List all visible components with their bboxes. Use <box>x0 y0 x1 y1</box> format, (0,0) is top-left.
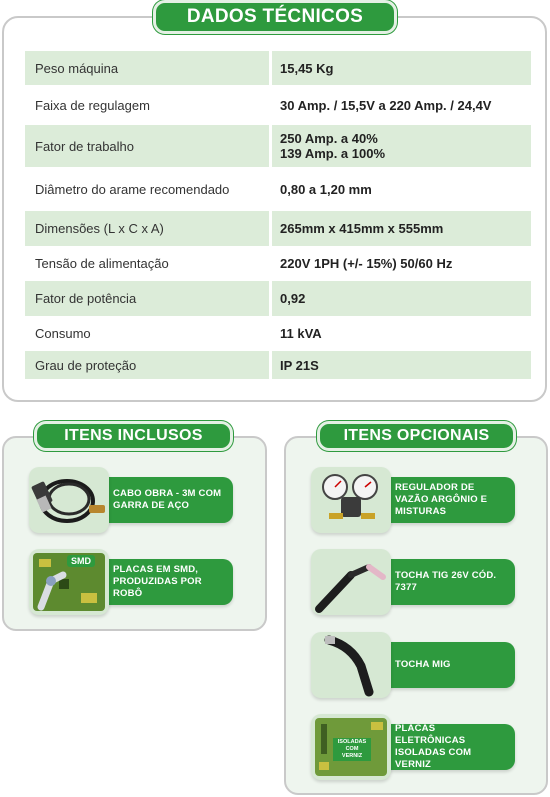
varnish-badge: ISOLADAS COM VERNIZ <box>333 738 371 761</box>
spec-row-grau-protecao <box>25 351 531 379</box>
spec-value: 250 Amp. a 40% <box>280 131 378 146</box>
included-items-title: ITENS INCLUSOS <box>34 421 233 451</box>
spec-label: Fator de potência <box>35 291 137 306</box>
included-item-label: CABO OBRA - 3M COM GARRA DE AÇO <box>105 477 233 523</box>
included-item-label: PLACAS EM SMD, PRODUZIDAS POR ROBÔ <box>105 559 233 605</box>
spec-value: 30 Amp. / 15,5V a 220 Amp. / 24,4V <box>280 97 492 113</box>
spec-row-peso <box>25 51 531 85</box>
spec-label: Peso máquina <box>35 60 119 76</box>
gas-regulator-icon <box>311 467 391 533</box>
optional-item <box>311 714 515 780</box>
spec-value-secondary: 139 Amp. a 100% <box>280 146 386 161</box>
optional-item <box>311 632 515 698</box>
included-item <box>29 467 233 533</box>
spec-row-dimensoes <box>25 211 531 246</box>
spec-row-fator-trabalho <box>25 125 531 167</box>
ground-clamp-cable-icon <box>29 467 109 533</box>
specs-table <box>25 51 531 379</box>
spec-value: IP 21S <box>280 357 319 373</box>
spec-value: 15,45 Kg <box>280 60 334 76</box>
optional-items-title: ITENS OPCIONAIS <box>317 421 516 451</box>
spec-value: 11 kVA <box>280 326 322 341</box>
spec-row-diametro <box>25 167 531 211</box>
spec-row-consumo <box>25 316 531 351</box>
smd-badge: SMD <box>67 555 95 567</box>
optional-item-label: PLACAS ELETRÔNICAS ISOLADAS COM VERNIZ <box>387 724 515 770</box>
spec-label: Dimensões (L x C x A) <box>35 221 164 236</box>
spec-row-tensao <box>25 246 531 281</box>
optional-item-label: TOCHA MIG <box>387 642 515 688</box>
spec-value: 265mm x 415mm x 555mm <box>280 221 444 236</box>
spec-row-fator-potencia <box>25 281 531 316</box>
spec-value: 0,80 a 1,20 mm <box>280 181 372 197</box>
specs-title: DADOS TÉCNICOS <box>153 0 397 34</box>
spec-label: Consumo <box>35 326 91 341</box>
included-item <box>29 549 233 615</box>
spec-row-faixa <box>25 85 531 125</box>
spec-label: Grau de proteção <box>35 357 137 373</box>
mig-torch-icon <box>311 632 391 698</box>
optional-item <box>311 549 515 615</box>
smd-board-robot-icon <box>29 549 109 615</box>
spec-value: 220V 1PH (+/- 15%) 50/60 Hz <box>280 256 453 271</box>
optional-item-label: REGULADOR DE VAZÃO ARGÔNIO E MISTURAS <box>387 477 515 523</box>
varnished-board-icon <box>311 714 391 780</box>
optional-item <box>311 467 515 533</box>
tig-torch-icon <box>311 549 391 615</box>
optional-item-label: TOCHA TIG 26V CÓD. 7377 <box>387 559 515 605</box>
spec-label: Faixa de regulagem <box>35 97 150 113</box>
spec-value: 0,92 <box>280 291 306 306</box>
specs-panel <box>2 16 547 402</box>
spec-label: Tensão de alimentação <box>35 256 169 271</box>
spec-label: Diâmetro do arame recomendado <box>35 181 230 197</box>
spec-label: Fator de trabalho <box>35 138 135 154</box>
